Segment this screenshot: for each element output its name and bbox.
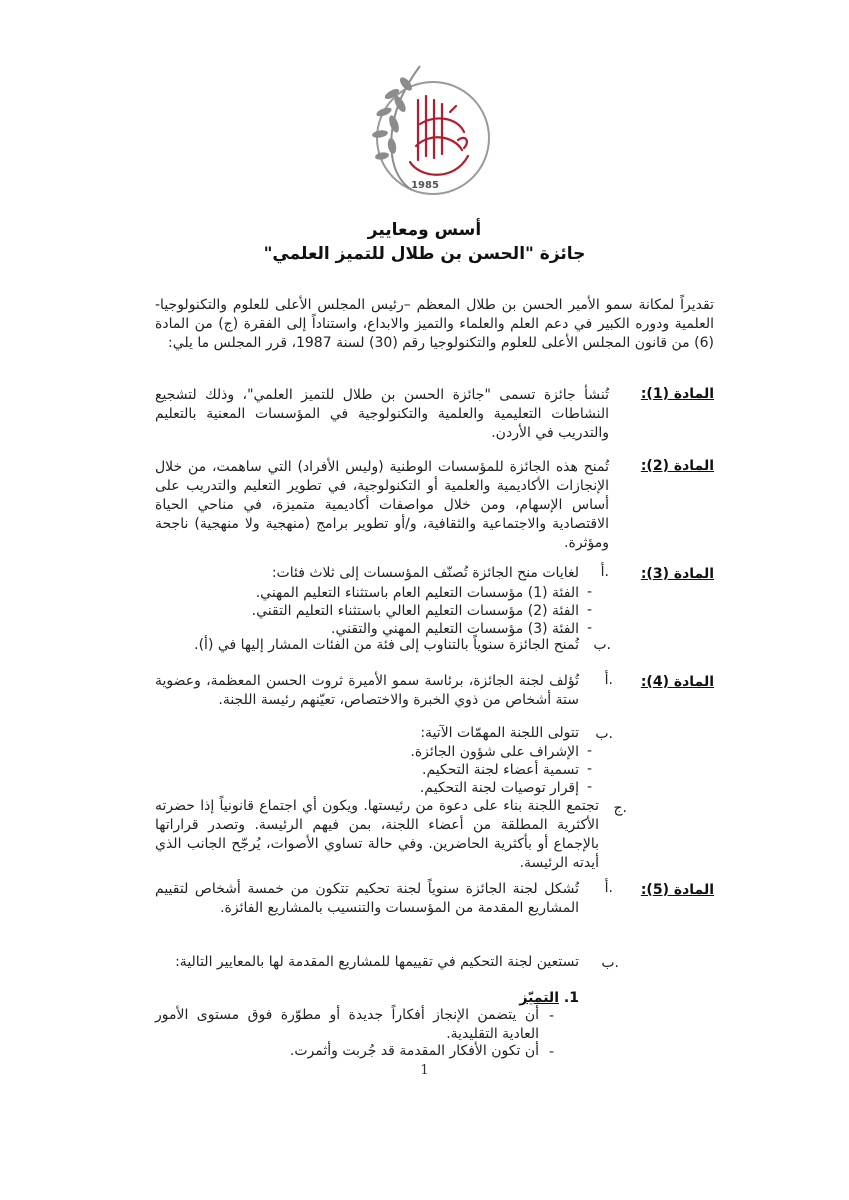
calligraphy-emblem <box>410 96 468 175</box>
heading-line-2: جائزة "الحسن بن طلال للتميز العلمي" <box>263 244 586 264</box>
page-number: 1 <box>420 1063 429 1078</box>
article-3-label: المادة (3): <box>640 566 714 582</box>
academy-logo <box>358 60 493 202</box>
bullet-dash: - <box>586 743 592 759</box>
article-3-letter-b: ب. <box>593 637 611 653</box>
article-4-c-text: تجتمع اللجنة بناء على دعوة من رئيستها. ويكون أي اجتماع قانونياً إذا حضرته الأكثرية المطلقة من أعضاء اللجنة، بمن فيهم الرئيسة. وتصدر قراراتها بالإجماع أو بأكثرية الحاضرين. وفي حالة تساوي الأصوات، يُرجّح الجانب الذي أيدته الرئيسة. <box>155 798 599 871</box>
article-4-letter-a: أ. <box>604 672 613 688</box>
article-2-text: تُمنح هذه الجائزة للمؤسسات الوطنية (وليس الأفراد) التي ساهمت، من خلال الإنجازات الأكاديمية والعلمية أو التكنولوجية، في تطوير التعليم والتدريب على أساس الإسهام، ومن خلال مواصفات أكاديمية متميزة، في مناحي الحياة الاقتصادية والاجتماعية والثقافية، و/أو تطوير برامج (منهجية ولا منهجية) ناجحة ومؤثرة. <box>155 459 609 551</box>
article-2-label: المادة (2): <box>640 458 714 474</box>
bullet-dash: - <box>548 1044 554 1060</box>
article-5-label: المادة (5): <box>640 882 714 898</box>
bullet-dash: - <box>586 584 592 600</box>
criterion-bullet: أن تكون الأفكار المقدمة قد جُربت وأثمرت. <box>289 1043 539 1059</box>
article-4-bullet: الإشراف على شؤون الجائزة. <box>410 744 579 760</box>
article-3-a-text: لغايات منح الجائزة تُصنّف المؤسسات إلى ثلاث فئات: <box>271 565 579 581</box>
article-3-bullet: الفئة (2) مؤسسات التعليم العالي باستثناء التعليم التقني. <box>251 603 579 619</box>
article-4-bullet: إقرار توصيات لجنة التحكيم. <box>419 780 579 796</box>
criterion-title: التميّز <box>519 990 559 1006</box>
article-3-letter-a: أ. <box>600 564 609 580</box>
article-1-text: تُنشأ جائزة تسمى "جائزة الحسن بن طلال للتميز العلمي"، وذلك لتشجيع النشاطات التعليمية والعلمية والتكنولوجية في المؤسسات المعنية بالتعليم والتدريب في الأردن. <box>155 387 609 441</box>
article-4-b-text: تتولى اللجنة المهمّات الآتية: <box>420 725 579 741</box>
article-4-letter-c: ج. <box>613 800 627 816</box>
article-1-label: المادة (1): <box>640 386 714 402</box>
criterion-bullet: أن يتضمن الإنجاز أفكاراً جديدة أو مطوّرة فوق مستوى الأمور العادية التقليدية. <box>155 1007 539 1042</box>
article-3-bullet: الفئة (1) مؤسسات التعليم العام باستثناء التعليم المهني. <box>255 585 579 601</box>
bullet-dash: - <box>586 602 592 618</box>
logo-year: 1985 <box>411 180 439 191</box>
heading-line-1: أسس ومعايير <box>367 220 482 240</box>
bullet-dash: - <box>548 1008 554 1024</box>
bullet-dash: - <box>586 779 592 795</box>
article-4-a-text: تُؤلف لجنة الجائزة، برئاسة سمو الأميرة ثروت الحسن المعظمة، وعضوية ستة أشخاص من ذوي الخبرة والاختصاص، تعيّنهم رئيسة اللجنة. <box>155 673 579 708</box>
article-3-b-text: تُمنح الجائزة سنوياً بالتناوب إلى فئة من الفئات المشار إليها في (أ). <box>194 637 579 653</box>
bullet-dash: - <box>586 620 592 636</box>
criterion-number: 1. <box>563 990 579 1006</box>
article-5-letter-b: ب. <box>601 955 619 971</box>
article-5-a-text: تُشكل لجنة الجائزة سنوياً لجنة تحكيم تتكون من خمسة أشخاص لتقييم المشاريع المقدمة من المؤسسات والتنسيب بالمشاريع الفائزة. <box>155 881 579 916</box>
document-heading <box>0 218 849 266</box>
article-5-letter-a: أ. <box>604 880 613 896</box>
intro-paragraph: تقديراً لمكانة سمو الأمير الحسن بن طلال المعظم –رئيس المجلس الأعلى للعلوم والتكنولوجيا- العلمية ودوره الكبير في دعم العلم والعلماء والتميز والابداع، واستناداً إلى الفقرة (ج) من المادة (6) من قانون المجلس الأعلى للعلوم والتكنولوجيا رقم (30) لسنة 1987، قرر المجلس ما يلي: <box>155 297 714 351</box>
article-4-letter-b: ب. <box>595 726 613 742</box>
bullet-dash: - <box>586 761 592 777</box>
article-4-label: المادة (4): <box>640 674 714 690</box>
article-5-b-text: تستعين لجنة التحكيم في تقييمها للمشاريع المقدمة لها بالمعايير التالية: <box>175 954 579 970</box>
article-3-bullet: الفئة (3) مؤسسات التعليم المهني والتقني. <box>331 621 579 637</box>
article-4-bullet: تسمية أعضاء لجنة التحكيم. <box>422 762 579 778</box>
